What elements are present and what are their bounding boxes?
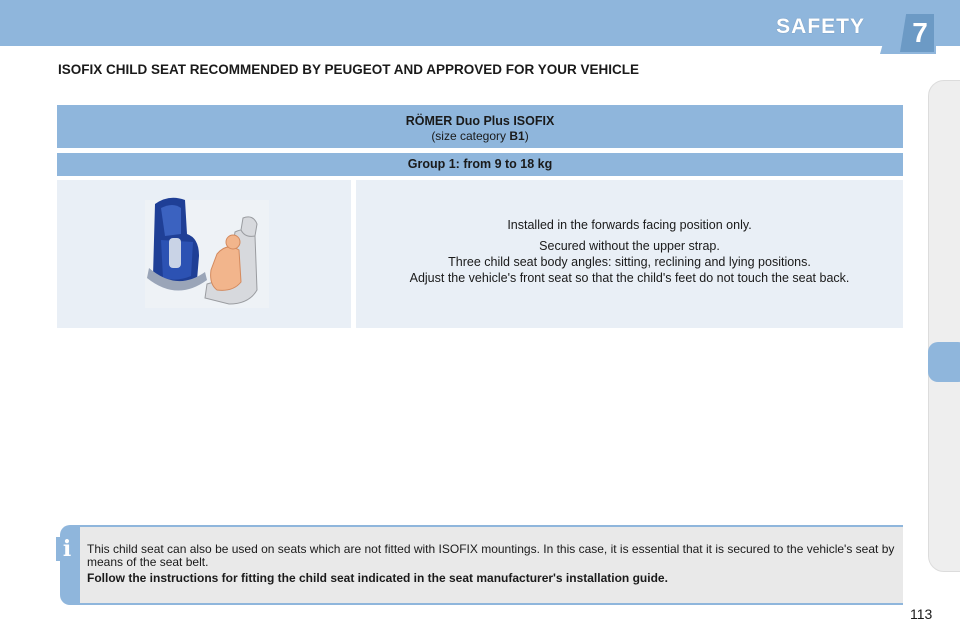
side-navigation-panel [928, 80, 960, 572]
weight-group: Group 1: from 9 to 18 kg [57, 153, 903, 176]
info-icon: i [56, 537, 78, 561]
size-prefix: (size category [431, 129, 510, 143]
description-line: Installed in the forwards facing position only. [507, 218, 752, 232]
info-bold-paragraph: Follow the instructions for fitting the child seat indicated in the seat manufacturer's installation guide. [87, 571, 668, 585]
description-line: Adjust the vehicle's front seat so that the child's feet do not touch the seat back. [409, 271, 850, 285]
size-value: B1 [509, 129, 525, 143]
child-seat-illustration-icon [57, 180, 351, 328]
seat-name: RÖMER Duo Plus ISOFIX [405, 114, 555, 128]
seat-description [356, 180, 903, 328]
info-paragraph: This child seat can also be used on seats which are not fitted with ISOFIX mountings. In this case, it is essential that it is secured to the vehicle's seat by means of the seat belt. [87, 542, 895, 569]
seat-image-cell [57, 180, 351, 328]
size-suffix: ) [524, 129, 529, 143]
description-line: Three child seat body angles: sitting, reclining and lying positions. [448, 255, 811, 269]
chapter-title: SAFETY [776, 15, 865, 38]
page-title: ISOFIX CHILD SEAT RECOMMENDED BY PEUGEOT AND APPROVED FOR YOUR VEHICLE [58, 62, 640, 77]
seat-header [57, 105, 903, 148]
info-text [87, 543, 899, 585]
seat-size-category [57, 129, 903, 143]
chapter-number: 7 [912, 17, 928, 48]
page-number: 113 [910, 606, 933, 622]
side-chapter-marker[interactable] [928, 342, 960, 382]
description-line: Secured without the upper strap. [539, 239, 720, 253]
